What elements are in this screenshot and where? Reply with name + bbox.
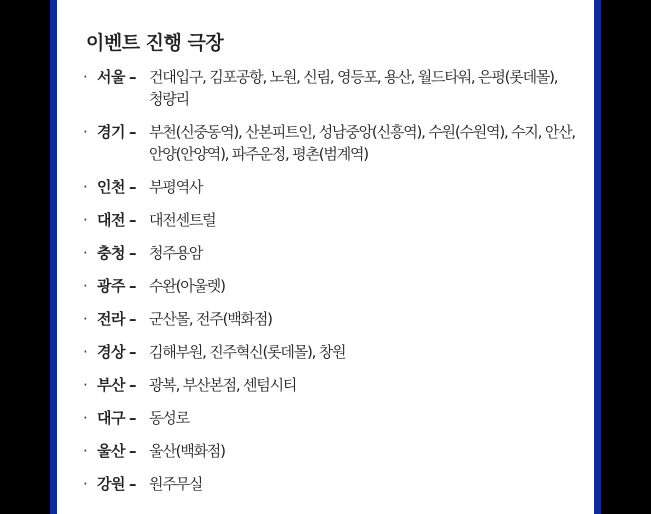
region-name: 전라 [97, 310, 125, 328]
list-item-daegu [83, 407, 583, 429]
separator-dash: – [129, 310, 137, 328]
bullet-icon: · [83, 343, 88, 361]
separator-dash: – [129, 343, 137, 361]
separator-dash: – [129, 442, 137, 460]
list-item-seoul [83, 66, 583, 110]
separator-dash: – [129, 211, 137, 229]
list-item-jeolla [83, 308, 583, 330]
theater-places: 군산몰, 전주(백화점) [149, 310, 272, 328]
theater-places: 울산(백화점) [149, 442, 225, 460]
bullet-icon: · [83, 475, 88, 493]
theater-list [83, 66, 583, 506]
theater-places: 김해부원, 진주혁신(롯데몰), 창원 [149, 343, 346, 361]
separator-dash: – [129, 376, 137, 394]
region-name: 강원 [97, 475, 125, 493]
list-item-chungcheong [83, 242, 583, 264]
list-item-gwangju [83, 275, 583, 297]
theater-places: 동성로 [149, 409, 189, 427]
region-name: 경상 [97, 343, 125, 361]
list-item-gyeonggi [83, 121, 583, 165]
bullet-icon: · [83, 442, 88, 460]
content-panel [57, 0, 594, 514]
list-item-incheon [83, 176, 583, 198]
list-item-busan [83, 374, 583, 396]
region-name: 대구 [97, 409, 125, 427]
region-name: 부산 [97, 376, 125, 394]
separator-dash: – [129, 244, 137, 262]
theater-places: 건대입구, 김포공항, 노원, 신림, 영등포, 용산, 월드타워, 은평(롯데몰), 청량리 [149, 68, 558, 108]
left-border [0, 0, 55, 514]
separator-dash: – [129, 123, 137, 141]
bullet-icon: · [83, 244, 88, 262]
list-item-gyeongsang [83, 341, 583, 363]
theater-places: 부천(신중동역), 산본피트인, 성남중앙(신흥역), 수원(수원역), 수지, 안산, 안양(안양역), 파주운정, 평촌(범계역) [149, 123, 575, 163]
theater-places: 광복, 부산본점, 센텀시티 [149, 376, 297, 394]
page-title: 이벤트 진행 극장 [86, 32, 224, 54]
right-accent-stripe [593, 0, 601, 514]
bullet-icon: · [83, 68, 88, 86]
separator-dash: – [129, 277, 137, 295]
bullet-icon: · [83, 123, 88, 141]
separator-dash: – [129, 409, 137, 427]
region-name: 경기 [97, 123, 125, 141]
list-item-daejeon [83, 209, 583, 231]
list-item-ulsan [83, 440, 583, 462]
bullet-icon: · [83, 409, 88, 427]
region-name: 울산 [97, 442, 125, 460]
region-name: 광주 [97, 277, 125, 295]
theater-places: 청주용암 [149, 244, 203, 262]
theater-places: 부평역사 [149, 178, 203, 196]
list-item-gangwon [83, 473, 583, 495]
theater-places: 수완(아울렛) [149, 277, 225, 295]
theater-places: 대전센트럴 [149, 211, 216, 229]
bullet-icon: · [83, 277, 88, 295]
bullet-icon: · [83, 310, 88, 328]
region-name: 대전 [97, 211, 125, 229]
separator-dash: – [129, 68, 137, 86]
separator-dash: – [129, 475, 137, 493]
bullet-icon: · [83, 376, 88, 394]
theater-places: 원주무실 [149, 475, 203, 493]
region-name: 서울 [97, 68, 125, 86]
right-border [596, 0, 651, 514]
bullet-icon: · [83, 211, 88, 229]
region-name: 충청 [97, 244, 125, 262]
separator-dash: – [129, 178, 137, 196]
region-name: 인천 [97, 178, 125, 196]
bullet-icon: · [83, 178, 88, 196]
